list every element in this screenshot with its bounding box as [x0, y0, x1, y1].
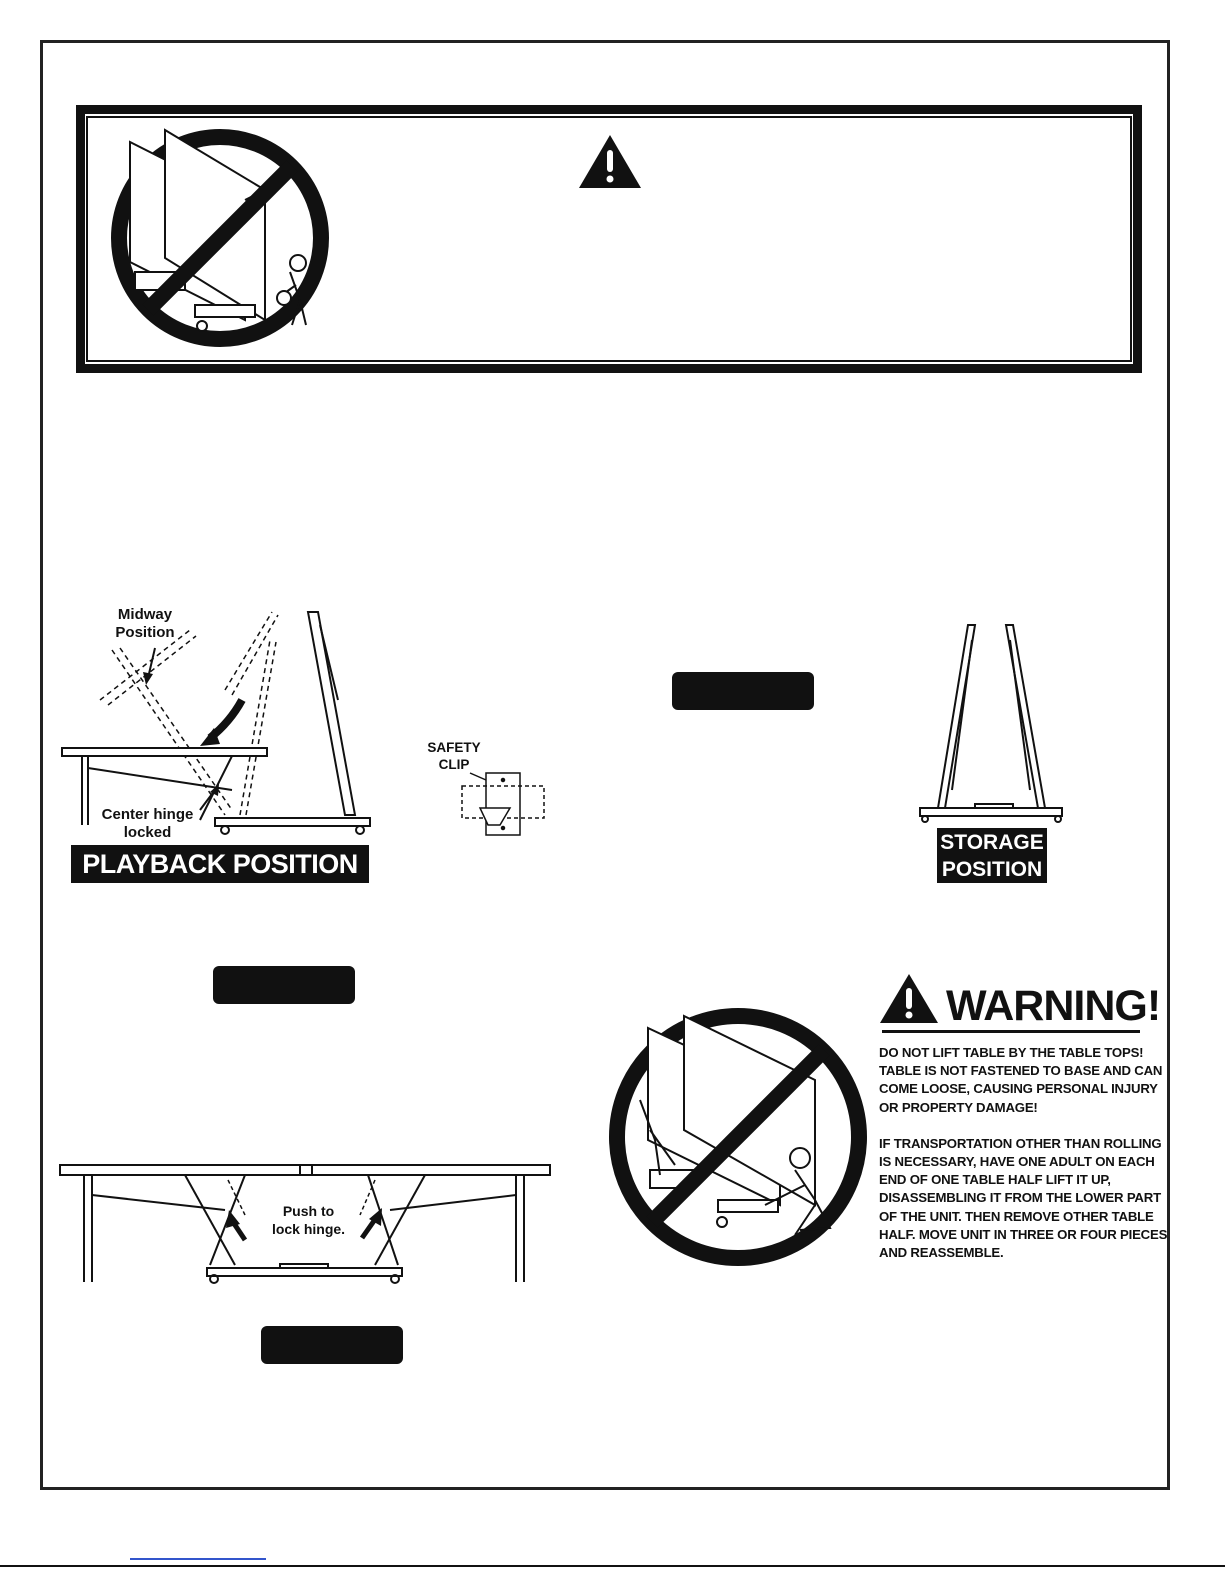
- warning-paragraph-1: DO NOT LIFT TABLE BY THE TABLE TOPS! TABLE IS NOT FASTENED TO BASE AND CAN COME LOOSE, CAUSING PERSONAL INJURY OR PROPERTY DAMAGE!: [879, 1045, 1163, 1115]
- caution-triangle-icon: [579, 135, 641, 188]
- playback-diagram: [62, 612, 370, 834]
- storage-diagram: [920, 625, 1062, 822]
- safety-clip-label: SAFETY CLIP: [427, 740, 481, 772]
- midway-position-label: Midway Position: [115, 606, 175, 641]
- safety-clip-diagram: [462, 773, 544, 835]
- step-label-pill-1: [672, 672, 814, 710]
- prohibition-icon: [119, 130, 321, 339]
- bottom-prohibition-icon: [617, 1016, 859, 1258]
- push-to-lock-hinge-label: Push to lock hinge.: [271, 1203, 346, 1237]
- playback-position-banner: PLAYBACK POSITION: [71, 845, 369, 883]
- warning-text: [879, 1044, 1169, 1280]
- warning-divider: [882, 1030, 1140, 1033]
- step-label-pill-2: [213, 966, 355, 1004]
- footer-link-underline: [130, 1558, 266, 1560]
- step-label-pill-3: [261, 1326, 403, 1364]
- warning-paragraph-2: IF TRANSPORTATION OTHER THAN ROLLING IS NECESSARY, HAVE ONE ADULT ON EACH END OF ONE TABLE HALF LIFT IT UP, DISASSEMBLING IT FROM THE LOWER PART OF THE UNIT. THEN REMOVE OTHER TABLE HALF. MOVE UNIT IN THREE OR FOUR PIECES AND REASSEMBLE.: [879, 1135, 1168, 1261]
- warning-title: WARNING!: [946, 982, 1161, 1030]
- warning-triangle-icon: [880, 974, 938, 1023]
- storage-position-banner: STORAGE POSITION: [937, 828, 1047, 883]
- center-hinge-label: Center hinge locked: [101, 806, 194, 841]
- bottom-rule: [0, 1565, 1225, 1567]
